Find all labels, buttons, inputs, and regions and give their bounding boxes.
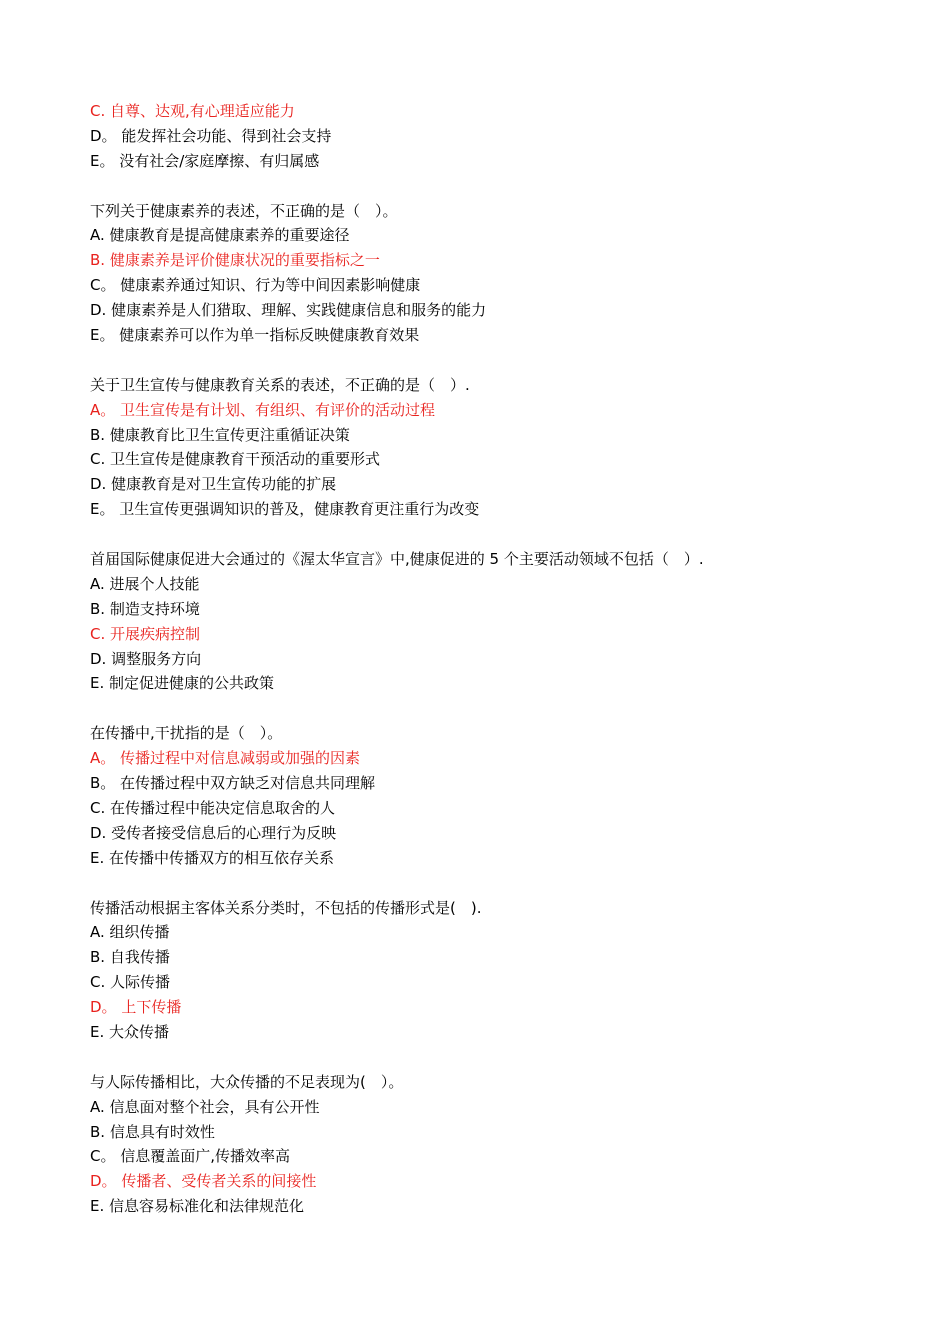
answer-option: B. 健康教育比卫生宣传更注重循证决策 (90, 425, 350, 444)
answer-option: E. 制定促进健康的公共政策 (90, 674, 275, 693)
answer-option: E。 没有社会/家庭摩擦、有归属感 (90, 151, 320, 170)
answer-option: C。 健康素养通过知识、行为等中间因素影响健康 (90, 276, 421, 295)
answer-option: D. 调整服务方向 (90, 649, 202, 668)
answer-option: E. 信息容易标准化和法律规范化 (90, 1197, 305, 1216)
correct-answer-option: A。 传播过程中对信息减弱或加强的因素 (90, 749, 361, 768)
question-stem: 在传播中,干扰指的是（ ）。 (90, 724, 283, 743)
answer-option: D. 健康素养是人们猎取、理解、实践健康信息和服务的能力 (90, 301, 487, 320)
blank-line (90, 1045, 910, 1070)
correct-answer-option: B. 健康素养是评价健康状况的重要指标之一 (90, 251, 380, 270)
question-list (90, 99, 910, 1219)
correct-answer-option: D。 传播者、受传者关系的间接性 (90, 1172, 317, 1191)
answer-option: D. 受传者接受信息后的心理行为反映 (90, 823, 337, 842)
answer-option: B. 制造支持环境 (90, 599, 200, 618)
answer-option: A. 信息面对整个社会，具有公开性 (90, 1097, 320, 1116)
correct-answer-option: C. 开展疾病控制 (90, 624, 201, 643)
answer-option: C. 人际传播 (90, 973, 171, 992)
answer-option: B. 自我传播 (90, 948, 170, 967)
correct-answer-option: D。 上下传播 (90, 998, 182, 1017)
question-stem: 关于卫生宣传与健康教育关系的表述，不正确的是（ ）. (90, 375, 470, 394)
answer-option: C。 信息覆盖面广,传播效率高 (90, 1147, 291, 1166)
answer-option: C. 在传播过程中能决定信息取舍的人 (90, 798, 336, 817)
blank-line (90, 174, 910, 199)
answer-option: B. 信息具有时效性 (90, 1122, 215, 1141)
answer-option: E. 在传播中传播双方的相互依存关系 (90, 848, 335, 867)
correct-answer-option: A。 卫生宣传是有计划、有组织、有评价的活动过程 (90, 400, 436, 419)
answer-option: D。 能发挥社会功能、得到社会支持 (90, 126, 332, 145)
correct-answer-option: C. 自尊、达观,有心理适应能力 (90, 102, 295, 120)
blank-line (90, 522, 910, 547)
answer-option: E. 大众传播 (90, 1022, 170, 1041)
answer-option: D. 健康教育是对卫生宣传功能的扩展 (90, 475, 337, 494)
answer-option: A. 健康教育是提高健康素养的重要途径 (90, 226, 350, 245)
answer-option: E。 卫生宣传更强调知识的普及，健康教育更注重行为改变 (90, 500, 480, 519)
blank-line (90, 348, 910, 373)
blank-line (90, 871, 910, 896)
answer-option: C. 卫生宣传是健康教育干预活动的重要形式 (90, 450, 381, 469)
answer-option: A. 进展个人技能 (90, 574, 200, 593)
question-stem: 首届国际健康促进大会通过的《渥太华宣言》中,健康促进的 5 个主要活动领域不包括（ ）. (90, 550, 704, 569)
question-stem: 传播活动根据主客体关系分类时，不包括的传播形式是( ). (90, 898, 482, 917)
blank-line (90, 696, 910, 721)
answer-option: B。 在传播过程中双方缺乏对信息共同理解 (90, 774, 376, 793)
answer-option: E。 健康素养可以作为单一指标反映健康教育效果 (90, 326, 420, 345)
question-stem: 与人际传播相比，大众传播的不足表现为( ）。 (90, 1072, 404, 1091)
answer-option: A. 组织传播 (90, 923, 170, 942)
question-stem: 下列关于健康素养的表述，不正确的是（ ）。 (90, 201, 398, 220)
